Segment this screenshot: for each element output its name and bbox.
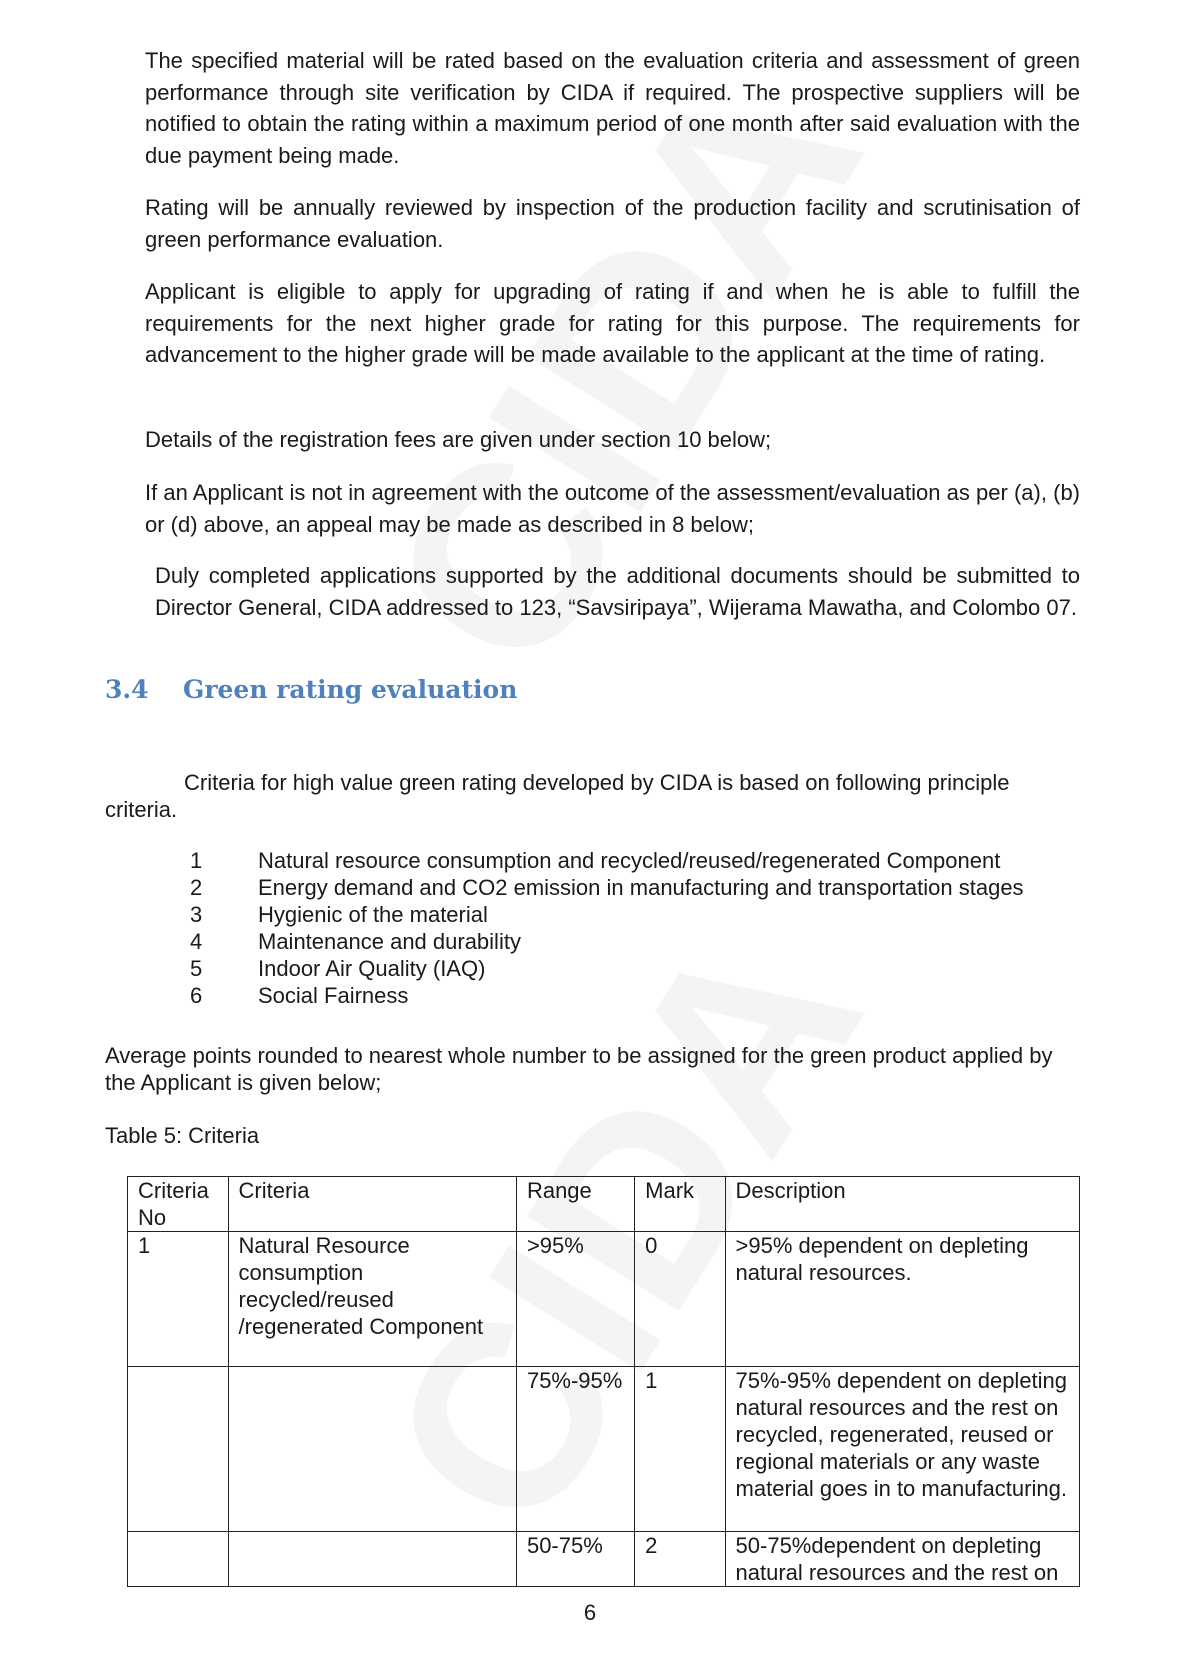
criteria-intro: Criteria for high value green rating developed by CIDA is based on following principle criteria.	[105, 770, 1010, 822]
header-range: Range	[516, 1177, 634, 1232]
header-description: Description	[725, 1177, 1079, 1232]
list-text: Energy demand and CO2 emission in manufacturing and transportation stages	[258, 875, 1024, 900]
list-item	[190, 874, 1024, 901]
cell-description: >95% dependent on depleting natural resources.	[725, 1232, 1079, 1367]
paragraph-upgrading: Applicant is eligible to apply for upgrading of rating if and when he is able to fulfill the requirements for the next higher grade for rating for this purpose. The requirements for advancement to the higher grade will be made available to the applicant at the time of rating.	[145, 279, 1080, 367]
criteria-list	[190, 847, 1024, 1009]
criteria-table	[127, 1176, 1080, 1587]
list-number: 6	[190, 983, 203, 1008]
list-item	[190, 928, 1024, 955]
cell-criteria	[228, 1367, 516, 1532]
list-text: Indoor Air Quality (IAQ)	[258, 956, 486, 981]
cell-criteria-no	[128, 1367, 229, 1532]
cell-range: 75%-95%	[516, 1367, 634, 1532]
table-row	[128, 1232, 1080, 1367]
list-text: Maintenance and durability	[258, 929, 521, 954]
header-mark: Mark	[635, 1177, 725, 1232]
list-text: Hygienic of the material	[258, 902, 488, 927]
cell-description: 50-75%dependent on depleting natural resources and the rest on	[725, 1532, 1079, 1587]
list-item	[190, 847, 1024, 874]
section-title: Green rating evaluation	[183, 675, 518, 704]
table-row	[128, 1367, 1080, 1532]
page-number: 6	[583, 1600, 597, 1625]
paragraph-rating-basis: The specified material will be rated based on the evaluation criteria and assessment of green performance through site verification by CIDA if required. The prospective suppliers will be notified to obtain the rating within a maximum period of one month after said evaluation with the due payment being made.	[145, 48, 1080, 168]
cell-mark: 0	[635, 1232, 725, 1367]
list-item	[190, 955, 1024, 982]
cell-range: 50-75%	[516, 1532, 634, 1587]
table-caption: Table 5: Criteria	[105, 1123, 260, 1148]
paragraph-annual-review: Rating will be annually reviewed by inspection of the production facility and scrutinisation of green performance evaluation.	[145, 195, 1080, 252]
list-number: 2	[190, 875, 203, 900]
section-heading	[105, 675, 517, 704]
cell-range: >95%	[516, 1232, 634, 1367]
list-number: 4	[190, 929, 203, 954]
list-text: Social Fairness	[258, 983, 409, 1008]
list-item	[190, 901, 1024, 928]
paragraph-registration-fees: Details of the registration fees are given under section 10 below;	[145, 427, 772, 452]
cell-criteria-no	[128, 1532, 229, 1587]
list-number: 3	[190, 902, 203, 927]
cell-criteria-no: 1	[128, 1232, 229, 1367]
header-criteria: Criteria	[228, 1177, 516, 1232]
cell-mark: 2	[635, 1532, 725, 1587]
table-header-row	[128, 1177, 1080, 1232]
cell-description: 75%-95% dependent on depleting natural resources and the rest on recycled, regenerated, reused or regional materials or any waste material goes in to manufacturing.	[725, 1367, 1079, 1532]
paragraph-submission: Duly completed applications supported by the additional documents should be submitted to Director General, CIDA addressed to 123, “Savsiripaya”, Wijerama Mawatha, and Colombo 07.	[155, 563, 1080, 620]
average-points-text: Average points rounded to nearest whole number to be assigned for the green product applied by the Applicant is given below;	[105, 1043, 1053, 1095]
list-number: 5	[190, 956, 203, 981]
cell-criteria	[228, 1532, 516, 1587]
cell-criteria: Natural Resource consumption recycled/reused /regenerated Component	[228, 1232, 516, 1367]
list-text: Natural resource consumption and recycled/reused/regenerated Component	[258, 848, 1001, 873]
list-item	[190, 982, 1024, 1009]
table-row	[128, 1532, 1080, 1587]
header-criteria-no: Criteria No	[128, 1177, 229, 1232]
paragraph-appeal: If an Applicant is not in agreement with the outcome of the assessment/evaluation as per (a), (b) or (d) above, an appeal may be made as described in 8 below;	[145, 480, 1080, 537]
list-number: 1	[190, 848, 203, 873]
section-number: 3.4	[105, 675, 149, 704]
cell-mark: 1	[635, 1367, 725, 1532]
